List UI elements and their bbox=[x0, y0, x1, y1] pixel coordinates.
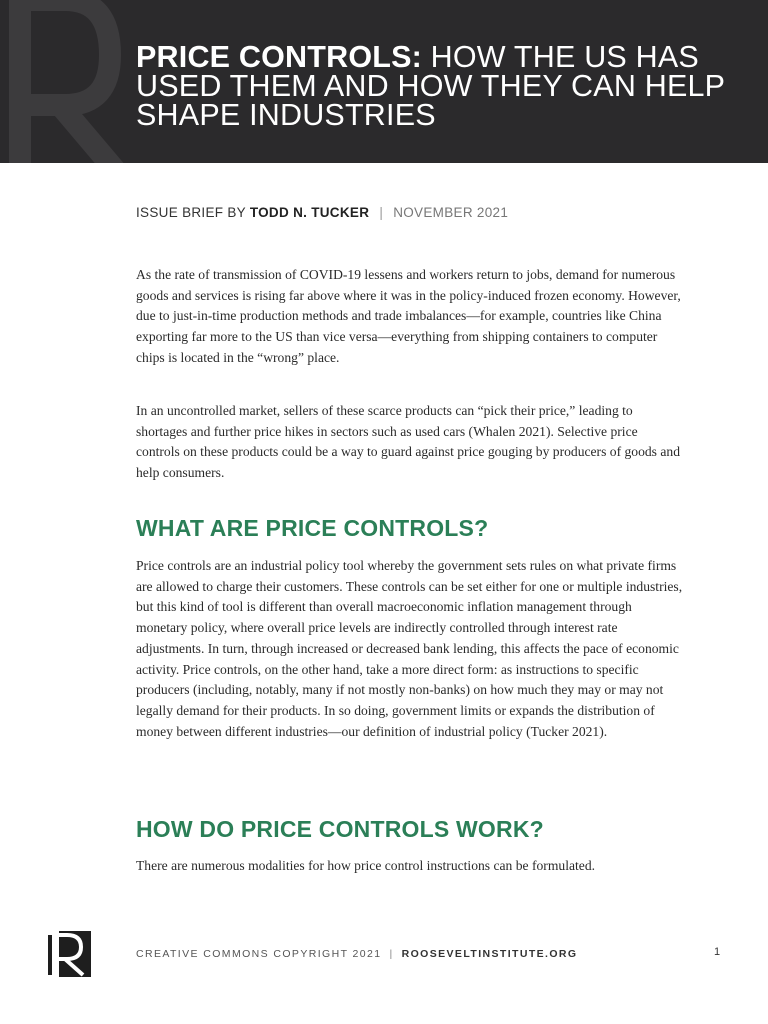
intro-paragraph-2: In an uncontrolled market, sellers of these scarce products can “pick their price,” leading to shortages and further price hikes in sectors such as used cars (Whalen 2021). Selective price controls on these products could be a way to guard against price gouging by producers of goods and help consumers. bbox=[136, 403, 680, 481]
website-link[interactable]: ROOSEVELTINSTITUTE.ORG bbox=[401, 948, 578, 960]
intro-paragraph-1: As the rate of transmission of COVID-19 lessens and workers return to jobs, demand for numerous goods and services is rising far above where it was in the policy-induced frozen economy. However, due to just-in-time production methods and trade imbalances—for example, countries like China exporting far more to the US than vice versa—everything from shipping containers to computer chips is located in the “wrong” place. bbox=[136, 267, 681, 365]
author-name: TODD N. TUCKER bbox=[249, 205, 370, 220]
page-title: PRICE CONTROLS: HOW THE US HAS USED THEM AND HOW THEY CAN HELP SHAPE INDUSTRIES bbox=[136, 40, 725, 132]
footer-separator: | bbox=[389, 948, 394, 960]
section-heading-how: HOW DO PRICE CONTROLS WORK? bbox=[136, 816, 544, 842]
roosevelt-r-logo-icon bbox=[0, 0, 130, 163]
footer bbox=[136, 948, 577, 960]
publication-date: NOVEMBER 2021 bbox=[393, 205, 509, 220]
roosevelt-r-logo-icon bbox=[45, 931, 91, 977]
page-number: 1 bbox=[714, 946, 721, 958]
byline bbox=[136, 205, 508, 220]
section-heading-what: WHAT ARE PRICE CONTROLS? bbox=[136, 515, 489, 541]
section-paragraph-what: Price controls are an industrial policy tool whereby the government sets rules on what private firms are allowed to charge their customers. These controls can be set either for one or multiple industries, but this kind of tool is different than overall macroeconomic inflation management through monetary policy, where overall price levels are indirectly controlled through interest rate adjustments. In turn, through increased or decreased bank lending, this affects the pace of economic activity. Price controls, on the other hand, take a more direct form: as instructions to specific producers (including, notably, many if not mostly non-banks) on how much they may or may not legally demand for their products. In so doing, government limits or expands the distribution of money between different industries—our definition of industrial policy (Tucker 2021). bbox=[136, 558, 683, 739]
byline-separator: | bbox=[379, 205, 384, 220]
section-paragraph-how: There are numerous modalities for how price control instructions can be formulated. bbox=[136, 858, 596, 873]
header-banner bbox=[0, 0, 768, 163]
byline-prefix: ISSUE BRIEF BY bbox=[136, 205, 246, 220]
copyright-text: CREATIVE COMMONS COPYRIGHT 2021 bbox=[136, 948, 382, 960]
